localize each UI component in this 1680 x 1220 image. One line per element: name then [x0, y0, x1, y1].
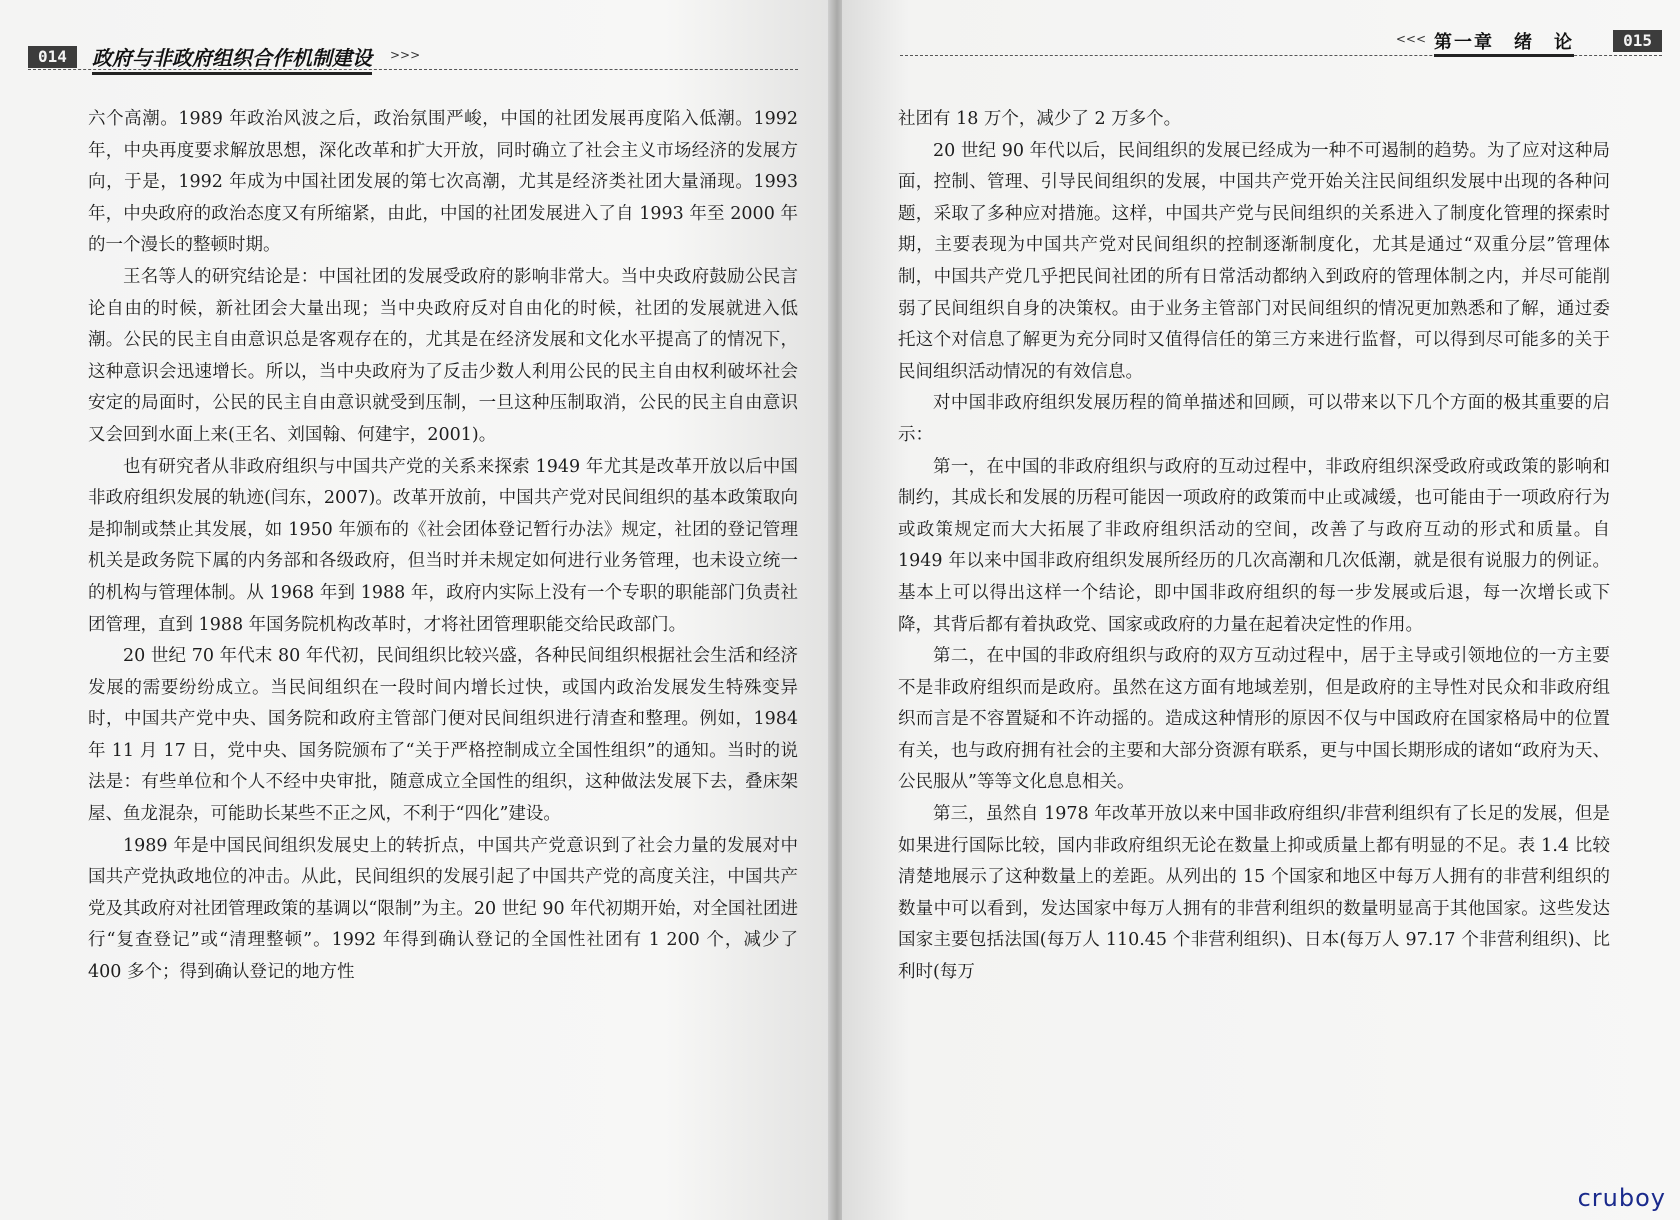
left-page-number: 014 — [28, 46, 77, 68]
left-running-title: 政府与非政府组织合作机制建设 — [92, 42, 372, 75]
left-header-arrows: >>> — [390, 48, 421, 62]
left-page — [0, 0, 832, 1220]
left-page-header — [28, 42, 798, 70]
right-body-text — [898, 104, 1610, 989]
left-paragraph-5: 1989 年是中国民间组织发展史上的转折点，中国共产党意识到了社会力量的发展对中国共产党执政地位的冲击。从此，民间组织的发展引起了中国共产党的高度关注，中国共产党及其政府对社团管理政策的基调以“限制”为主。20 世纪 90 年代初期开始，对全国社团进行“复查登记”或“清理整顿”。1992 年得到确认登记的全国性社团有 1 200 个，减少了 400 多个；得到确认登记的地方性 — [88, 835, 798, 983]
left-body-text — [88, 104, 798, 989]
right-page — [842, 0, 1680, 1220]
right-page-header — [900, 26, 1662, 56]
left-paragraph-1: 六个高潮。1989 年政治风波之后，政治氛围严峻，中国的社团发展再度陷入低潮。1992 年，中央再度要求解放思想，深化改革和扩大开放，同时确立了社会主义市场经济的发展方向，于是，1992 年成为中国社团发展的第七次高潮，尤其是经济类社团大量涌现。1993 年，中央政府的政治态度又有所缩紧，由此，中国的社团发展进入了自 1993 年至 2000 年的一个漫长的整顿时期。 — [88, 109, 798, 256]
left-paragraph-3: 也有研究者从非政府组织与中国共产党的关系来探索 1949 年尤其是改革开放以后中国非政府组织发展的轨迹(闫东，2007)。改革开放前，中国共产党对民间组织的基本政策取向是抑制或禁止其发展，如 1950 年颁布的《社会团体登记暂行办法》规定，社团的登记管理机关是政务院下属的内务部和各级政府，但当时并未规定如何进行业务管理，也未设立统一的机构与管理体制。从 1968 年到 1988 年，政府内实际上没有一个专职的职能部门负责社团管理，直到 1988 年国务院机构改革时，才将社团管理职能交给民政部门。 — [88, 456, 798, 635]
right-paragraph-3: 对中国非政府组织发展历程的简单描述和回顾，可以带来以下几个方面的极其重要的启示： — [898, 393, 1610, 445]
left-paragraph-2: 王名等人的研究结论是：中国社团的发展受政府的影响非常大。当中央政府鼓励公民言论自由的时候，新社团会大量出现；当中央政府反对自由化的时候，社团的发展就进入低潮。公民的民主自由意识总是客观存在的，尤其是在经济发展和文化水平提高了的情况下，这种意识会迅速增长。所以，当中央政府为了反击少数人利用公民的民主自由权利破坏社会安定的局面时，公民的民主自由意识就受到压制，一旦这种压制取消，公民的民主自由意识又会回到水面上来(王名、刘国翰、何建宇，2001)。 — [88, 266, 798, 445]
right-paragraph-1: 社团有 18 万个，减少了 2 万多个。 — [898, 109, 1182, 129]
right-header-arrows: <<< — [1395, 32, 1426, 46]
right-page-number: 015 — [1613, 30, 1662, 52]
right-paragraph-5: 第二，在中国的非政府组织与政府的双方互动过程中，居于主导或引领地位的一方主要不是非政府组织而是政府。虽然在这方面有地域差别，但是政府的主导性对民众和非政府组织而言是不容置疑和不许动摇的。造成这种情形的原因不仅与中国政府在国家格局中的位置有关，也与政府拥有社会的主要和大部分资源有联系，更与中国长期形成的诸如“政府为天、公民服从”等等文化息息相关。 — [898, 646, 1610, 793]
right-running-title: 第一章 绪 论 — [1434, 28, 1574, 57]
right-paragraph-4: 第一，在中国的非政府组织与政府的互动过程中，非政府组织深受政府或政策的影响和制约，其成长和发展的历程可能因一项政府的政策而中止或减缓，也可能由于一项政府行为或政策规定而大大拓展了非政府组织活动的空间，改善了与政府互动的形式和质量。自 1949 年以来中国非政府组织发展所经历的几次高潮和几次低潮，就是很有说服力的例证。基本上可以得出这样一个结论，即中国非政府组织的每一步发展或后退，每一次增长或下降，其背后都有着执政党、国家或政府的力量在起着决定性的作用。 — [898, 456, 1610, 635]
watermark-text: cruboy — [1577, 1184, 1666, 1212]
right-paragraph-6: 第三，虽然自 1978 年改革开放以来中国非政府组织/非营利组织有了长足的发展，但是如果进行国际比较，国内非政府组织无论在数量上抑或质量上都有明显的不足。表 1.4 比较清楚地展示了这种数量上的差距。从列出的 15 个国家和地区中每万人拥有的非营利组织的数量中可以看到，发达国家中每万人拥有的非营利组织的数量明显高于其他国家。这些发达国家主要包括法国(每万人 110.45 个非营利组织)、日本(每万人 97.17 个非营利组织)、比利时(每万 — [898, 804, 1610, 983]
right-paragraph-2: 20 世纪 90 年代以后，民间组织的发展已经成为一种不可遏制的趋势。为了应对这种局面，控制、管理、引导民间组织的发展，中国共产党开始关注民间组织发展中出现的各种问题，采取了多种应对措施。这样，中国共产党与民间组织的关系进入了制度化管理的探索时期，主要表现为中国共产党对民间组织的控制逐渐制度化，尤其是通过“双重分层”管理体制，中国共产党几乎把民间社团的所有日常活动都纳入到政府的管理体制之内，并尽可能削弱了民间组织自身的决策权。由于业务主管部门对民间组织的情况更加熟悉和了解，通过委托这个对信息了解更为充分同时又值得信任的第三方来进行监督，可以得到尽可能多的关于民间组织活动情况的有效信息。 — [898, 140, 1610, 382]
left-paragraph-4: 20 世纪 70 年代末 80 年代初，民间组织比较兴盛，各种民间组织根据社会生活和经济发展的需要纷纷成立。当民间组织在一段时间内增长过快，或国内政治发展发生特殊变异时，中国共产党中央、国务院和政府主管部门便对民间组织进行清查和整理。例如，1984 年 11 月 17 日，党中央、国务院颁布了“关于严格控制成立全国性组织”的通知。当时的说法是：有些单位和个人不经中央审批，随意成立全国性的组织，这种做法发展下去，叠床架屋、鱼龙混杂，可能助长某些不正之风，不利于“四化”建设。 — [88, 646, 798, 825]
